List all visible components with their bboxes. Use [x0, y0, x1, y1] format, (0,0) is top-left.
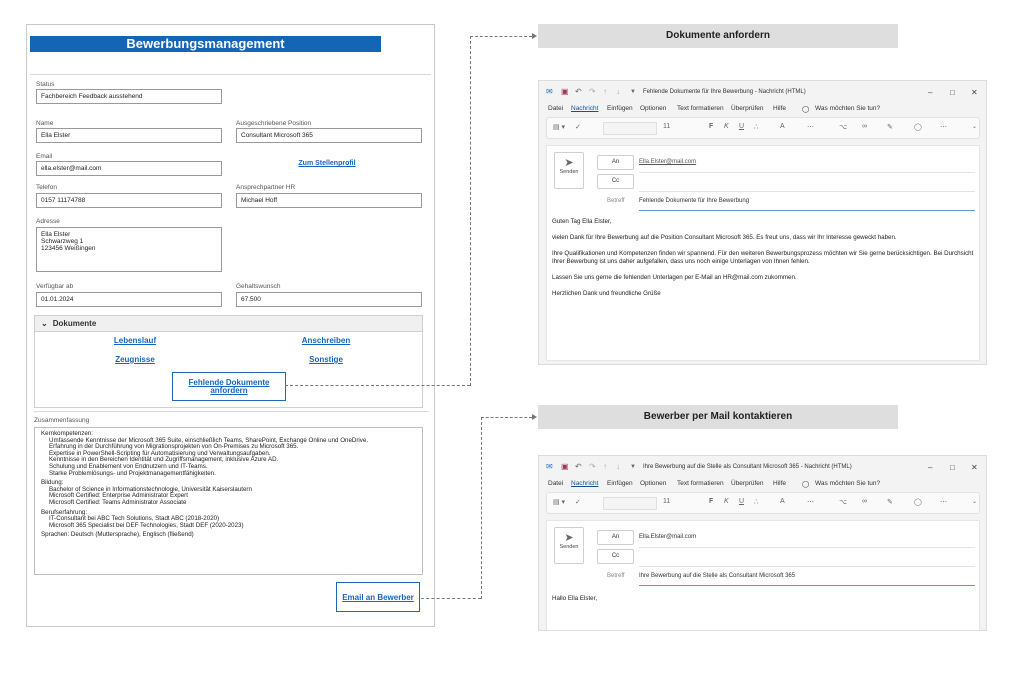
font-name-box[interactable] — [603, 497, 657, 510]
dictate-icon[interactable]: ◯ — [914, 499, 922, 506]
divider — [30, 74, 431, 75]
minimize-icon[interactable]: – — [928, 88, 933, 97]
lightbulb-icon: ◯ — [802, 481, 810, 488]
more-options-icon[interactable]: ⋯ — [940, 124, 947, 131]
kern-heading: Kernkompetenzen: — [41, 430, 93, 437]
body-paragraph: Herzlichen Dank und freundliche Grüße — [552, 290, 661, 297]
body-paragraph: vielen Dank für Ihre Bewerbung auf die Position Consultant Microsoft 365. Es freut uns, dass wir Ihr Interesse geweckt haben. — [552, 234, 897, 241]
connector-line — [421, 598, 481, 599]
undo-icon[interactable]: ↶ — [575, 462, 582, 471]
bildung-item: Microsoft Certified: Teams Administrator Associate — [49, 498, 187, 506]
link-icon[interactable]: ∞ — [862, 498, 867, 505]
bold-icon[interactable]: F — [709, 123, 714, 130]
email-window-contact-applicant — [538, 455, 987, 631]
connector-line — [285, 385, 470, 386]
close-icon[interactable]: ✕ — [971, 88, 978, 97]
menu-optionen[interactable]: Optionen — [640, 480, 667, 487]
down-icon[interactable]: ↓ — [616, 462, 620, 471]
kern-item: Kenntnisse in den Bereichen Identität und Zugriffsmanagement, inklusive Azure AD. — [49, 456, 279, 464]
hr-label: Ansprechpartner HR — [236, 184, 296, 191]
send-button[interactable] — [554, 527, 584, 564]
email-label: Email — [36, 153, 53, 160]
adresse-label: Adresse — [36, 218, 60, 225]
gehalt-field[interactable]: 67.500 — [236, 292, 422, 307]
menu-text-formatieren[interactable]: Text formatieren — [677, 480, 724, 487]
chevron-down-icon[interactable]: ⌄ — [972, 124, 978, 130]
beruf-item: Microsoft 365 Specialist bei DEF Technologies, Stadt DEF (2020-2023) — [49, 521, 244, 529]
search-hint[interactable]: Was möchten Sie tun? — [815, 105, 881, 112]
send-icon: ➤ — [564, 157, 574, 169]
body-paragraph: Hallo Ella Elster, — [552, 595, 598, 602]
status-field[interactable]: Fachbereich Feedback ausstehend — [36, 89, 222, 104]
send-icon: ➤ — [564, 532, 574, 544]
chevron-down-icon[interactable]: ⌄ — [972, 499, 978, 505]
email-body[interactable] — [552, 218, 977, 298]
adresse-line: Ella Elster — [41, 231, 71, 238]
title-bar — [539, 81, 986, 103]
subject-label: Betreff — [607, 198, 625, 204]
request-documents-label-1: Fehlende Dokumente — [188, 378, 270, 387]
highlight-icon[interactable]: ∴ — [754, 499, 759, 506]
up-icon[interactable]: ↑ — [603, 462, 607, 471]
window-title: Fehlende Dokumente für Ihre Bewerbung - Nachricht (HTML) — [643, 89, 806, 95]
lightbulb-icon: ◯ — [802, 106, 810, 113]
clipboard-icon[interactable]: ▤ ▾ — [553, 499, 566, 506]
divider — [34, 411, 429, 412]
minimize-icon[interactable]: – — [928, 463, 933, 472]
font-name-box[interactable] — [603, 122, 657, 135]
customize-icon[interactable]: ▼ — [630, 464, 636, 470]
request-documents-label-2: anfordern — [210, 386, 248, 395]
cc-button[interactable]: Cc — [597, 549, 634, 564]
position-label: Ausgeschriebene Position — [236, 120, 312, 127]
verfuegbar-label: Verfügbar ab — [36, 283, 74, 290]
connector-line — [470, 36, 471, 386]
outlook-icon: ✉ — [546, 87, 553, 96]
font-color-icon[interactable]: A — [780, 498, 785, 505]
cc-underline — [639, 566, 975, 567]
search-hint[interactable]: Was möchten Sie tun? — [815, 480, 881, 487]
to-button[interactable]: An — [597, 530, 634, 545]
highlight-icon[interactable]: ∴ — [754, 124, 759, 131]
application-form — [26, 24, 435, 627]
body-paragraph: Lassen Sie uns gerne die fehlenden Unterlagen per E-Mail an HR@mail.com zukommen. — [552, 274, 797, 281]
zusammenfassung-label: Zusammenfassung — [34, 417, 90, 424]
italic-icon[interactable]: K — [724, 123, 729, 130]
to-button[interactable]: An — [597, 155, 634, 170]
zeugnisse-link[interactable]: Zeugnisse — [115, 355, 155, 364]
more-icon[interactable]: ⋯ — [807, 124, 814, 131]
kern-item: Erfahrung in der Durchführung von Migrationsprojekten von On-Premises zu Microsoft 365. — [49, 443, 299, 451]
save-icon[interactable]: ▣ — [561, 462, 569, 471]
send-label: Senden — [559, 169, 579, 175]
up-icon[interactable]: ↑ — [603, 87, 607, 96]
menu-bar — [539, 478, 986, 492]
menu-einfuegen[interactable]: Einfügen — [607, 480, 633, 487]
status-label: Status — [36, 81, 55, 88]
window-title: Ihre Bewerbung auf die Stelle als Consultant Microsoft 365 - Nachricht (HTML) — [643, 464, 852, 470]
font-size-box[interactable]: 11 — [663, 123, 671, 130]
request-documents-button[interactable] — [172, 372, 286, 401]
kern-item: Schulung und Enablement von Endnutzern und IT-Teams. — [49, 462, 208, 470]
to-underline — [639, 547, 975, 548]
ribbon-toolbar — [546, 492, 980, 514]
stellenprofil-link[interactable]: Zum Stellenprofil — [298, 160, 356, 167]
bildung-item: Bachelor of Science in Informationstechnologie, Universität Kaiserslautern — [49, 485, 252, 493]
italic-icon[interactable]: K — [724, 498, 729, 505]
menu-text-formatieren[interactable]: Text formatieren — [677, 105, 724, 112]
format-painter-icon[interactable]: ✓ — [575, 499, 581, 506]
link-icon[interactable]: ∞ — [862, 123, 867, 130]
bold-icon[interactable]: F — [709, 498, 714, 505]
sonstige-link[interactable]: Sonstige — [309, 355, 343, 364]
to-recipient[interactable]: Ella.Elster@mail.com — [639, 534, 697, 540]
name-field[interactable]: Ella Elster — [36, 128, 222, 143]
cc-button[interactable]: Cc — [597, 174, 634, 189]
lebenslauf-link[interactable]: Lebenslauf — [113, 336, 157, 345]
clipboard-icon[interactable]: ▤ ▾ — [553, 124, 566, 131]
customize-icon[interactable]: ▼ — [630, 89, 636, 95]
more-icon[interactable]: ⋯ — [807, 499, 814, 506]
gehalt-label: Gehaltswunsch — [236, 283, 281, 290]
format-painter-icon[interactable]: ✓ — [575, 124, 581, 131]
compose-area — [546, 145, 980, 361]
cc-underline — [639, 191, 975, 192]
dictate-icon[interactable]: ◯ — [914, 124, 922, 131]
name-label: Name — [36, 120, 54, 127]
adresse-line: 123456 Weißingen — [41, 245, 96, 252]
menu-einfuegen[interactable]: Einfügen — [607, 105, 633, 112]
summary-textarea[interactable] — [34, 427, 423, 575]
save-icon[interactable]: ▣ — [561, 87, 569, 96]
menu-nachricht[interactable]: Nachricht — [571, 480, 599, 487]
down-icon[interactable]: ↓ — [616, 87, 620, 96]
underline-icon[interactable]: U — [739, 123, 745, 130]
form-title: Bewerbungsmanagement — [30, 36, 381, 52]
email-applicant-label: Email an Bewerber — [342, 593, 414, 602]
email-field[interactable]: ella.elster@mail.com — [36, 161, 222, 176]
title-bar — [539, 456, 986, 478]
bildung-item: Microsoft Certified: Enterprise Administrator Expert — [49, 492, 188, 500]
menu-optionen[interactable]: Optionen — [640, 105, 667, 112]
redo-icon[interactable]: ↷ — [589, 87, 596, 96]
arrow-icon — [532, 414, 537, 420]
subject-underline — [639, 210, 975, 211]
documents-section-header[interactable] — [34, 315, 423, 332]
subject-field[interactable]: Ihre Bewerbung auf die Stelle als Consultant Microsoft 365 — [639, 573, 796, 579]
connector-line — [481, 417, 482, 599]
attach-icon[interactable]: ⌥ — [839, 124, 848, 131]
menu-hilfe[interactable]: Hilfe — [773, 105, 787, 112]
redo-icon[interactable]: ↷ — [589, 462, 596, 471]
font-size-box[interactable]: 11 — [663, 498, 671, 505]
signature-icon[interactable]: ✎ — [887, 124, 893, 131]
adresse-line: Schwarzweg 1 — [41, 238, 84, 245]
hr-field[interactable]: Michael Hoff — [236, 193, 422, 208]
menu-nachricht[interactable]: Nachricht — [571, 105, 599, 112]
menu-datei[interactable]: Datei — [548, 105, 564, 112]
compose-area — [546, 520, 980, 631]
header-dokumente-anfordern: Dokumente anfordern — [538, 24, 898, 48]
arrow-icon — [532, 33, 537, 39]
menu-ueberpruefen[interactable]: Überprüfen — [731, 480, 764, 487]
attach-icon[interactable]: ⌥ — [839, 499, 848, 506]
send-label: Senden — [559, 544, 579, 550]
connector-line — [470, 36, 532, 37]
subject-label: Betreff — [607, 573, 625, 579]
ribbon-toolbar — [546, 117, 980, 139]
email-body[interactable] — [552, 595, 977, 603]
subject-underline — [639, 585, 975, 586]
kern-item: Expertise in PowerShell-Scripting für Automatisierung und Verwaltungsaufgaben. — [49, 449, 271, 457]
to-recipient[interactable]: Ella.Elster@mail.com — [639, 159, 697, 165]
undo-icon[interactable]: ↶ — [575, 87, 582, 96]
close-icon[interactable]: ✕ — [971, 463, 978, 472]
more-options-icon[interactable]: ⋯ — [940, 499, 947, 506]
bildung-heading: Bildung: — [41, 479, 64, 487]
telefon-field[interactable]: 0157 11174788 — [36, 193, 222, 208]
body-paragraph: Guten Tag Ella Elster, — [552, 218, 612, 225]
verfuegbar-field[interactable]: 01.01.2024 — [36, 292, 222, 307]
menu-bar — [539, 103, 986, 117]
sprachen-text: Sprachen: Deutsch (Muttersprache), Englisch (fließend) — [41, 531, 194, 539]
chevron-down-icon: ⌄ — [41, 319, 48, 328]
subject-field[interactable]: Fehlende Dokumente für Ihre Bewerbung — [639, 198, 750, 204]
telefon-label: Telefon — [36, 184, 57, 191]
adresse-field[interactable] — [36, 227, 222, 272]
beruf-heading: Berufserfahrung: — [41, 508, 88, 516]
menu-hilfe[interactable]: Hilfe — [773, 480, 787, 487]
email-window-request-documents — [538, 80, 987, 365]
menu-ueberpruefen[interactable]: Überprüfen — [731, 105, 764, 112]
kern-item: Umfassende Kenntnisse der Microsoft 365 Suite, einschließlich Teams, SharePoint, Exchange Online und OneDrive. — [49, 436, 369, 444]
position-field[interactable]: Consultant Microsoft 365 — [236, 128, 422, 143]
send-button[interactable] — [554, 152, 584, 189]
header-bewerber-kontaktieren: Bewerber per Mail kontaktieren — [538, 405, 898, 429]
kern-item: Starke Problemlösungs- und Projektmanagementfähigkeiten. — [49, 469, 216, 477]
email-applicant-button[interactable] — [336, 582, 420, 612]
menu-datei[interactable]: Datei — [548, 480, 564, 487]
maximize-icon[interactable]: □ — [950, 88, 955, 97]
to-underline — [639, 172, 975, 173]
beruf-item: IT-Consultant bei ABC Tech Solutions, Stadt ABC (2018-2020) — [49, 515, 220, 523]
documents-header-label: Dokumente — [52, 319, 97, 328]
outlook-icon: ✉ — [546, 462, 553, 471]
maximize-icon[interactable]: □ — [950, 463, 955, 472]
connector-line — [481, 417, 532, 418]
anschreiben-link[interactable]: Anschreiben — [301, 336, 351, 345]
underline-icon[interactable]: U — [739, 498, 745, 505]
font-color-icon[interactable]: A — [780, 123, 785, 130]
signature-icon[interactable]: ✎ — [887, 499, 893, 506]
body-paragraph: Ihre Qualifikationen und Kompetenzen finden wir spannend. Für den weiteren Bewerbungsprozess möchten wir Sie gerne berücksichtigen. Bei Durchsicht Ihrer Bewerbung ist uns daher aufgefallen, dass uns noch einige Unterlagen von Ihnen fehlen. — [552, 250, 974, 265]
